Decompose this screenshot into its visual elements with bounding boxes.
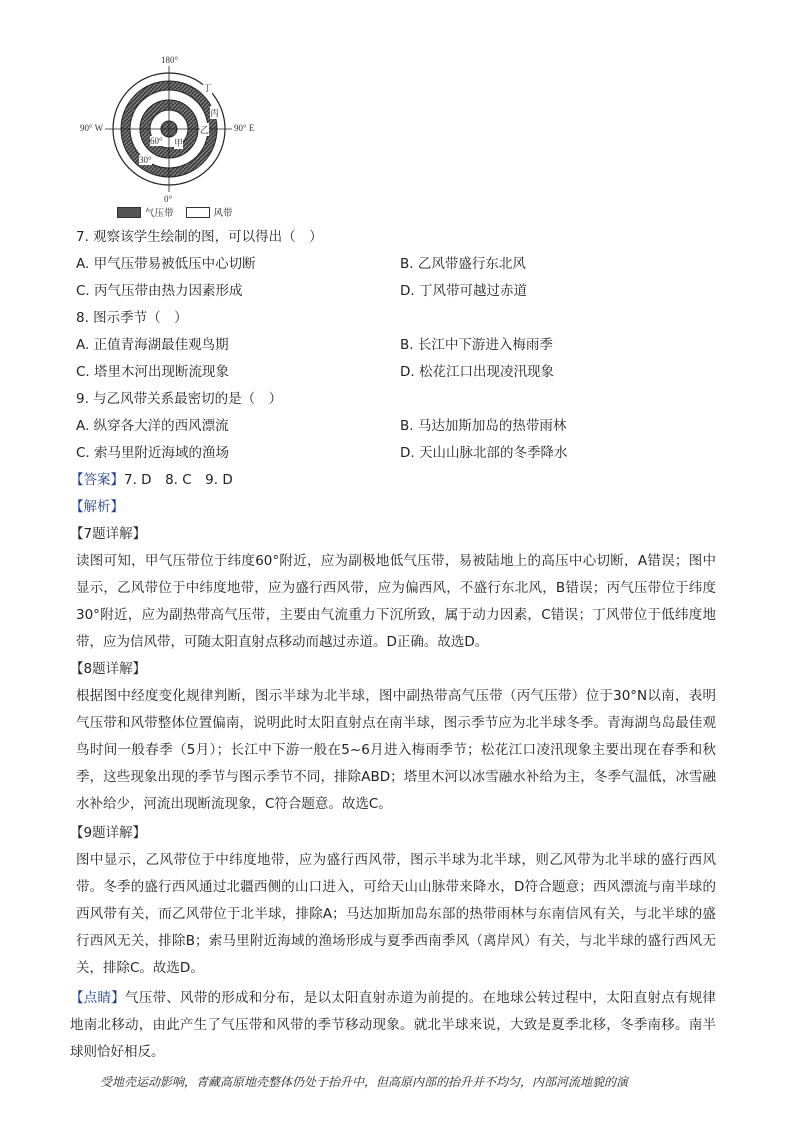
d9-text: 图中显示，乙风带位于中纬度地带，应为盛行西风带，图示半球为北半球，则乙风带为北半球的盛行西风带。冬季的盛行西风通过北疆西侧的山口进入，可给天山山脉带来降水，D符合题意；西风漂流与南半球的西风带有关，而乙风带位于北半球，排除A；马达加斯加岛东部的热带雨林与东南信风有关，与北半球的盛行西风无关，排除B；索马里附近海域的渔场形成与夏季西南季风（离岸风）有关，与北半球的盛行西风无关，排除C。故选D。 bbox=[76, 852, 716, 976]
q8-option-b: B. 长江中下游进入梅雨季 bbox=[400, 337, 553, 353]
q8-stem: 8. 图示季节（ ） bbox=[76, 310, 188, 326]
legend-pressure-label: 气压带 bbox=[145, 208, 174, 219]
analysis-tag: 【解析】 bbox=[70, 499, 124, 515]
figure-legend bbox=[117, 205, 233, 219]
label-bing: 丙 bbox=[210, 108, 220, 118]
d7-paragraph bbox=[76, 548, 716, 656]
next-passage-fragment: 受地壳运动影响，青藏高原地壳整体仍处于抬升中，但高原内部的抬升并不均匀，内部河流地貌的演 bbox=[100, 1075, 629, 1089]
q8-option-a: A. 正值青海湖最佳观鸟期 bbox=[76, 337, 229, 353]
q7-option-d: D. 丁风带可越过赤道 bbox=[400, 283, 527, 299]
q7-option-c: C. 丙气压带由热力因素形成 bbox=[76, 283, 243, 299]
d8-text: 根据图中经度变化规律判断，图示半球为北半球，图中副热带高气压带（丙气压带）位于30°N以南，表明气压带和风带整体位置偏南，说明此时太阳直射点在南半球，图示季节应为北半球冬季。青海湖鸟岛最佳观鸟时间一般春季（5月）；长江中下游一般在5~6月进入梅雨季节；松花江口凌汛现象主要出现在春季和秋季，这些现象出现的季节与图示季节不同，排除ABD；塔里木河以冰雪融水补给为主，冬季气温低，冰雪融水补给少，河流出现断流现象，C符合题意。故选C。 bbox=[76, 688, 716, 812]
d9-paragraph bbox=[76, 847, 716, 982]
q9-option-c: C. 索马里附近海域的渔场 bbox=[76, 445, 230, 461]
q9-stem: 9. 与乙风带关系最密切的是（ ） bbox=[76, 391, 283, 407]
q7-option-a: A. 甲气压带易被低压中心切断 bbox=[76, 256, 256, 272]
label-ding: 丁 bbox=[203, 83, 213, 93]
q7-stem: 7. 观察该学生绘制的图，可以得出（ ） bbox=[76, 229, 323, 245]
label-90w: 90° W bbox=[80, 123, 104, 133]
label-90e: 90° E bbox=[234, 123, 255, 133]
label-yi: 乙 bbox=[200, 125, 210, 135]
point-tag: 【点睛】 bbox=[70, 990, 125, 1006]
d7-tag: 【7题详解】 bbox=[70, 526, 147, 542]
label-180: 180° bbox=[161, 55, 179, 65]
label-0: 0° bbox=[164, 194, 173, 204]
q9-option-d: D. 天山山脉北部的冬季降水 bbox=[400, 445, 568, 461]
legend-wind-label: 风带 bbox=[213, 208, 233, 219]
legend-pressure-swatch bbox=[117, 207, 141, 218]
q9-option-b: B. 马达加斯加岛的热带雨林 bbox=[400, 418, 567, 434]
pressure-wind-belt-figure bbox=[60, 52, 260, 222]
q8-option-d: D. 松花江口出现凌汛现象 bbox=[400, 364, 554, 380]
d9-tag: 【9题详解】 bbox=[70, 825, 147, 841]
d8-tag: 【8题详解】 bbox=[70, 661, 147, 677]
d8-paragraph bbox=[76, 683, 716, 818]
label-60: 60° bbox=[150, 136, 163, 146]
d7-text: 读图可知，甲气压带位于纬度60°附近，应为副极地低气压带，易被陆地上的高压中心切断，A错误；图中显示，乙风带位于中纬度地带，应为盛行西风带，应为偏西风，不盛行东北风，B错误；丙气压带位于纬度30°附近，应为副热带高气压带，主要由气流重力下沉所致，属于动力因素，C错误；丁风带位于低纬度地带，应为信风带，可随太阳直射点移动而越过赤道。D正确。故选D。 bbox=[76, 553, 716, 650]
label-30: 30° bbox=[139, 155, 152, 165]
answer-line bbox=[70, 470, 233, 490]
answer-tag: 【答案】 bbox=[70, 472, 124, 488]
point-text: 气压带、风带的形成和分布，是以太阳直射赤道为前提的。在地球公转过程中，太阳直射点有规律地南北移动，由此产生了气压带和风带的季节移动现象。就北半球来说，大致是夏季北移，冬季南移。南半球则恰好相反。 bbox=[70, 990, 716, 1060]
q8-option-c: C. 塔里木河出现断流现象 bbox=[76, 364, 230, 380]
legend-wind-swatch bbox=[186, 207, 210, 218]
label-jia: 甲 bbox=[174, 138, 184, 148]
q7-option-b: B. 乙风带盛行东北风 bbox=[400, 256, 526, 272]
q9-option-a: A. 纵穿各大洋的西风漂流 bbox=[76, 418, 229, 434]
answer-text: 7. D 8. C 9. D bbox=[124, 472, 233, 488]
point-paragraph bbox=[70, 985, 716, 1066]
